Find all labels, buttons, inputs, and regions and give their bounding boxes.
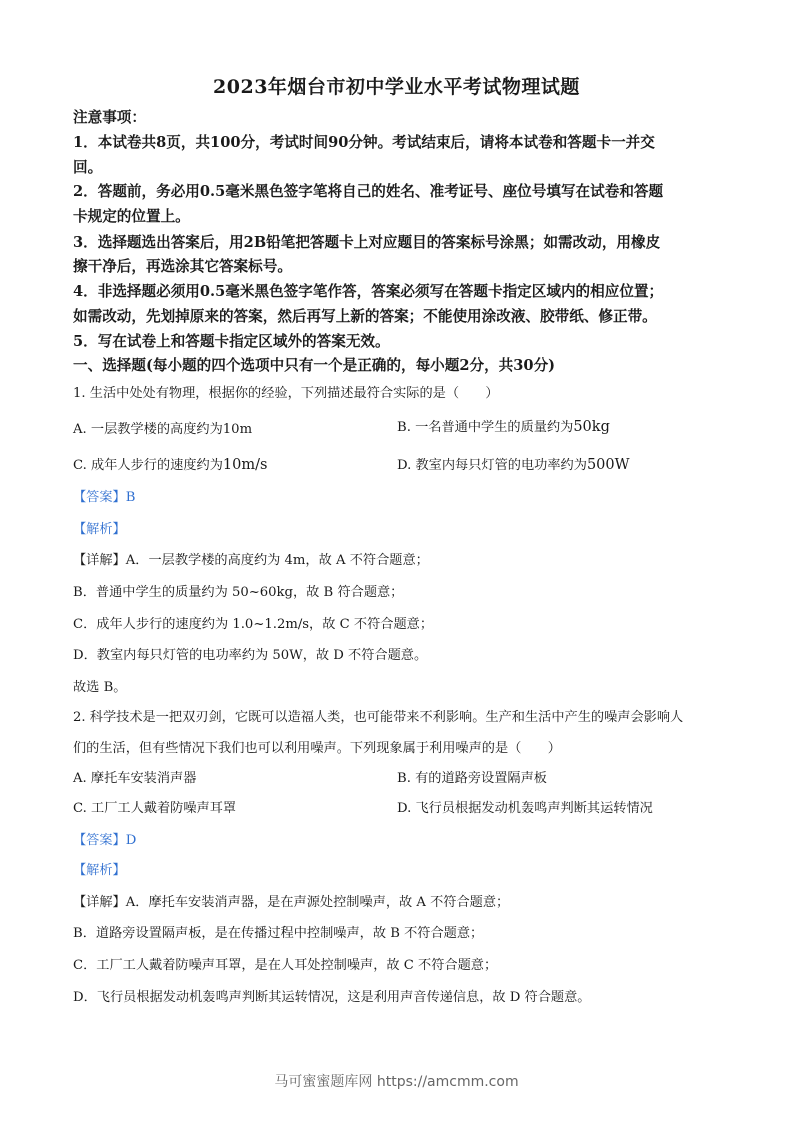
q1-analysis-label: 【解析】 bbox=[73, 522, 126, 537]
q2-option-b: B. 有的道路旁设置隔声板 bbox=[397, 771, 547, 786]
q1-detail-line: C．成年人步行的速度约为 1.0~1.2m/s，故 C 不符合题意； bbox=[73, 617, 434, 632]
q2-option-d: D. 飞行员根据发动机轰鸣声判断其运转情况 bbox=[397, 801, 653, 816]
q1-answer: 【答案】B bbox=[73, 490, 136, 505]
note-line: 2．答题前，务必用0.5毫米黑色签字笔将自己的姓名、准考证号、座位号填写在试卷和答题 bbox=[73, 183, 664, 200]
note-line: 回。 bbox=[73, 159, 103, 176]
q2-detail-line: 【详解】A．摩托车安装消声器，是在声源处控制噪声，故 A 不符合题意； bbox=[73, 895, 510, 910]
question-1-stem: 1. 生活中处处有物理，根据你的经验，下列描述最符合实际的是（ ） bbox=[73, 386, 499, 401]
page-footer-watermark: 马可蜜蜜题库网 https://amcmm.com bbox=[274, 1074, 519, 1090]
option-value: 10m/s bbox=[222, 457, 268, 473]
page-title: 2023年烟台市初中学业水平考试物理试题 bbox=[213, 76, 580, 98]
option-text: B. 一名普通中学生的质量约为 bbox=[397, 420, 574, 435]
q2-detail-line: B．道路旁设置隔声板，是在传播过程中控制噪声，故 B 不符合题意； bbox=[73, 926, 484, 941]
note-line: 5．写在试卷上和答题卡指定区域外的答案无效。 bbox=[73, 333, 390, 350]
option-value: 500W bbox=[586, 457, 630, 473]
option-text: A. 一层教学楼的高度约为 bbox=[73, 422, 223, 437]
q1-detail-line: D．教室内每只灯管的电功率约为 50W，故 D 不符合题意。 bbox=[73, 648, 428, 663]
q2-answer: 【答案】D bbox=[73, 833, 137, 848]
q2-detail-line: C．工厂工人戴着防噪声耳罩，是在人耳处控制噪声，故 C 不符合题意； bbox=[73, 958, 498, 973]
q2-analysis-label: 【解析】 bbox=[73, 863, 126, 878]
section-heading: 一、选择题(每小题的四个选项中只有一个是正确的，每小题2分，共30分) bbox=[73, 357, 556, 374]
q2-option-a: A. 摩托车安装消声器 bbox=[73, 771, 197, 786]
q1-detail-line: 【详解】A．一层教学楼的高度约为 4m，故 A 不符合题意； bbox=[73, 553, 429, 568]
option-text: D. 教室内每只灯管的电功率约为 bbox=[397, 458, 587, 473]
q1-detail-line: B．普通中学生的质量约为 50~60kg，故 B 符合题意； bbox=[73, 585, 404, 600]
q1-option-a bbox=[73, 418, 252, 437]
note-line: 擦干净后，再选涂其它答案标号。 bbox=[73, 258, 292, 275]
note-line: 卡规定的位置上。 bbox=[73, 208, 190, 225]
q1-option-b bbox=[397, 416, 610, 435]
option-text: C. 成年人步行的速度约为 bbox=[73, 458, 223, 473]
q2-option-c: C. 工厂工人戴着防噪声耳罩 bbox=[73, 801, 237, 816]
note-line: 3．选择题选出答案后，用2B铅笔把答题卡上对应题目的答案标号涂黑；如需改动，用橡皮 bbox=[73, 234, 661, 251]
note-line: 1．本试卷共8页，共100分，考试时间90分钟。考试结束后，请将本试卷和答题卡一并交 bbox=[73, 134, 655, 151]
note-line: 如需改动，先划掉原来的答案，然后再写上新的答案；不能使用涂改液、胶带纸、修正带。 bbox=[73, 308, 657, 325]
q2-detail-line: D．飞行员根据发动机轰鸣声判断其运转情况，这是利用声音传递信息，故 D 符合题意。 bbox=[73, 990, 591, 1005]
q1-option-c bbox=[73, 454, 267, 473]
q1-detail-line: 故选 B。 bbox=[73, 680, 127, 695]
notes-heading: 注意事项： bbox=[73, 109, 146, 126]
q1-option-d bbox=[397, 454, 630, 473]
option-value: 10m bbox=[222, 422, 253, 437]
question-2-stem: 2. 科学技术是一把双刃剑，它既可以造福人类，也可能带来不利影响。生产和生活中产生的噪声会影响人 bbox=[73, 710, 684, 725]
note-line: 4．非选择题必须用0.5毫米黑色签字笔作答，答案必须写在答题卡指定区域内的相应位置； bbox=[73, 283, 664, 300]
question-2-stem-cont: 们的生活，但有些情况下我们也可以利用噪声。下列现象属于利用噪声的是（ ） bbox=[73, 741, 561, 756]
option-value: 50kg bbox=[573, 419, 610, 435]
